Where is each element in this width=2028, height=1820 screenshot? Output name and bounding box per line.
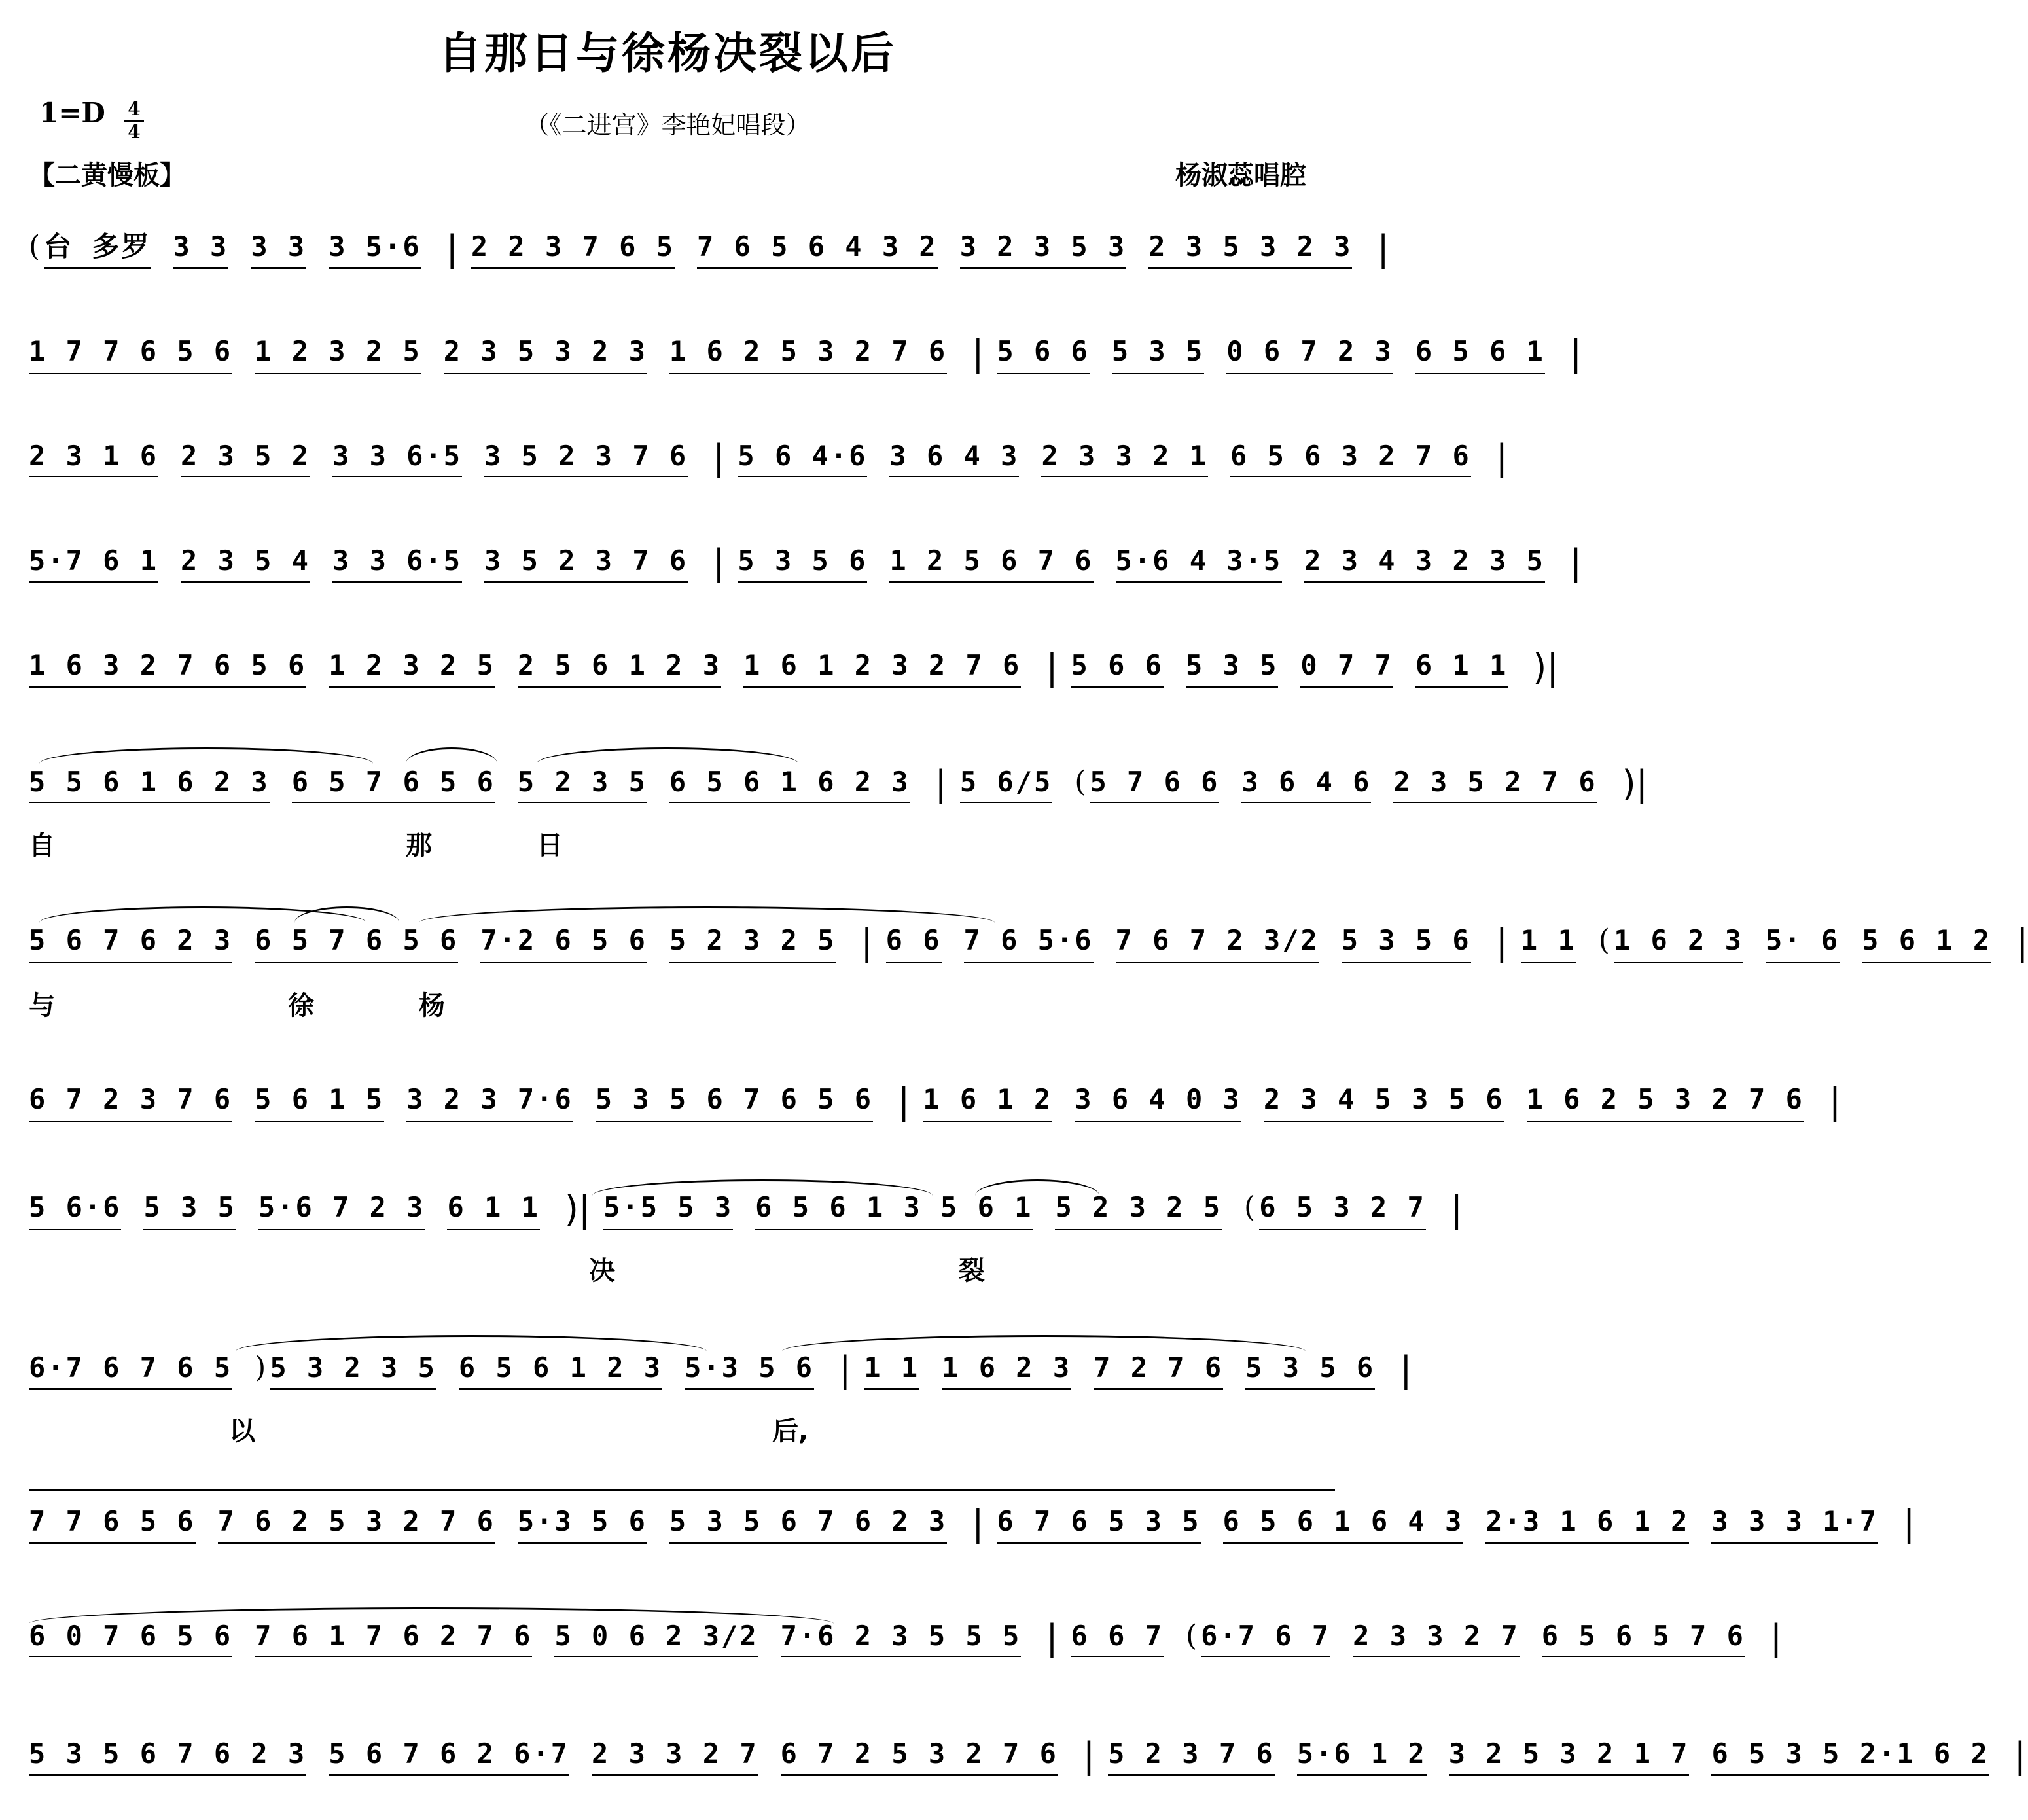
barline: | [2016, 921, 2028, 963]
barline: | [713, 437, 725, 478]
note-group: 1 6 2 3 [1614, 924, 1743, 963]
note-group: 3 2 3 7·6 [406, 1083, 573, 1122]
note-group: 3 6 4 0 3 [1075, 1083, 1241, 1122]
note-group: 1 1 [1521, 924, 1576, 963]
note-group: 2 3 4 3 2 3 5 [1304, 544, 1545, 583]
note-group: 2 3 3 2 7 [1353, 1620, 1520, 1658]
barline: | [972, 332, 984, 374]
note-group: 5·6 1 2 [1297, 1738, 1427, 1776]
note-group: 6 7 6 5 3 5 [997, 1505, 1200, 1544]
tempo-marking: 【二黄慢板】 [29, 160, 186, 190]
barline: )| [1533, 647, 1559, 688]
note-group: 5 3 5 6 [738, 544, 867, 583]
note-group: 1 6 2 3 [942, 1351, 1071, 1390]
subtitle: （《二进宫》李艳妃唱段） [524, 111, 811, 139]
note-group: 6 6 [886, 924, 942, 963]
note-group: 3 3 [173, 230, 228, 269]
barline: | [1377, 228, 1389, 269]
note-group: 7 6 5·6 [964, 924, 1094, 963]
lyric-character: 以 [229, 1416, 255, 1446]
note-group: 2 3 5 3 2 3 [1148, 230, 1352, 269]
note-group: 2 5 6 1 2 3 [518, 649, 721, 688]
note-group: 7·2 6 5 6 [480, 924, 647, 963]
note-group: 5·6 7 2 3 [258, 1191, 425, 1230]
note-group: 5 3 5 6 7 6 2 3 [669, 1505, 947, 1544]
notation-line [29, 228, 1389, 274]
note-group: 3 3 [251, 230, 306, 269]
notation-line [29, 1735, 2026, 1781]
slur-arc [294, 906, 399, 923]
note-group: 7·6 2 3 5 5 5 [781, 1620, 1022, 1658]
notation-line [29, 542, 1582, 588]
note-group: 1 2 5 6 7 6 [889, 544, 1093, 583]
notation-row [29, 437, 1508, 486]
note-group: 2 2 3 7 6 5 [471, 230, 675, 269]
note-group: 3 5 2 3 7 6 [484, 544, 688, 583]
note-group: 3 6 4 6 [1241, 766, 1371, 804]
notation-line [29, 1080, 1841, 1126]
note-group: 6 1 1 [1415, 649, 1508, 688]
notation-row [29, 1617, 1783, 1666]
barline: | [1770, 1617, 1783, 1658]
notation-row [29, 763, 1648, 812]
note-group: 5 3 5 [1186, 649, 1278, 688]
notation-row [29, 332, 1582, 381]
note-group: 1 2 3 2 5 [329, 649, 495, 688]
note-group: 7 7 6 5 6 [29, 1505, 196, 1544]
note-group: 1 6 1 2 3 2 7 6 [743, 649, 1021, 688]
note-group: 6 5 6 1 6 4 3 [1223, 1505, 1464, 1544]
note-group: 7 6 2 5 3 2 7 6 [218, 1505, 495, 1544]
note-group: 5 6 1 5 [255, 1083, 384, 1122]
barline: | [1495, 921, 1508, 963]
notation-row [29, 1188, 1463, 1237]
barline: )| [1622, 763, 1648, 804]
barline: | [1046, 647, 1058, 688]
note-group: 2 3 5 4 [181, 544, 310, 583]
parenthesis: ( [29, 230, 41, 263]
note-group: 5 2 3 5 [518, 766, 647, 804]
note-group: 6 1 1 [447, 1191, 539, 1230]
barline: | [446, 228, 458, 269]
lyric-character: 徐 [288, 991, 314, 1021]
page-divider-line [29, 1489, 1335, 1491]
note-group: 1 1 [864, 1351, 919, 1390]
notation-line [29, 763, 1648, 809]
note-group: 6·7 6 7 6 5 [29, 1351, 232, 1390]
note-group: 1 7 7 6 5 6 [29, 335, 232, 374]
note-group: 2 3 5 2 [181, 440, 310, 478]
note-group: 5·6 4 3·5 [1116, 544, 1283, 583]
note-group: 5·3 5 6 [518, 1505, 647, 1544]
note-group: 2·3 1 6 1 2 [1485, 1505, 1689, 1544]
notation-line [29, 332, 1582, 378]
notation-row [29, 647, 1559, 695]
note-group: 7 6 5 6 4 3 2 [697, 230, 938, 269]
barline: | [839, 1349, 851, 1390]
note-group: 6 5 7 6 5 6 [292, 766, 495, 804]
parenthesis: ( [1075, 765, 1086, 798]
note-group: 6 5 6 1 3 5 6 1 [755, 1191, 1033, 1230]
slur-arc [975, 1179, 1099, 1196]
note-group: 6 0 7 6 5 6 [29, 1620, 232, 1658]
lyric-character: 后, [772, 1416, 809, 1446]
note-group: 6 5 6 1 2 3 [459, 1351, 662, 1390]
note-group: 5 2 3 2 5 [669, 924, 836, 963]
slur-arc [39, 747, 373, 764]
notation-row [29, 1080, 1841, 1129]
lyric-character: 杨 [419, 991, 445, 1021]
note-group: 5 5 6 1 6 2 3 [29, 766, 270, 804]
key-signature: 1=D [39, 97, 105, 129]
notation-row [29, 228, 1389, 276]
note-group: 5 6/5 [960, 766, 1052, 804]
note-group: 5·3 5 6 [685, 1351, 814, 1390]
note-group: 7 6 7 2 3/2 [1116, 924, 1319, 963]
barline: | [898, 1080, 910, 1122]
note-group: 5 6 7 6 2 6·7 [329, 1738, 569, 1776]
note-group: 3 2 5 3 2 1 7 [1449, 1738, 1690, 1776]
notation-row [29, 1503, 1915, 1551]
barline: | [1400, 1349, 1412, 1390]
notation-line [29, 1349, 1412, 1395]
note-group: 5 2 3 2 5 [1055, 1191, 1222, 1230]
barline: )| [564, 1188, 591, 1230]
note-group: 1 6 3 2 7 6 5 6 [29, 649, 306, 688]
note-group: 5 6 4·6 [738, 440, 867, 478]
lyric-character: 那 [406, 830, 432, 861]
note-group: 1 2 3 2 5 [255, 335, 421, 374]
note-group: 5 3 5 [1112, 335, 1204, 374]
lyric-character: 日 [537, 830, 563, 861]
notation-line [29, 437, 1508, 483]
note-group: 7 6 1 7 6 2 7 6 [255, 1620, 532, 1658]
note-group: 5 6 7 6 2 3 [29, 924, 232, 963]
note-group: 5·7 6 1 [29, 544, 158, 583]
song-title: 自那日与徐杨决裂以后 [438, 27, 897, 79]
notation-line [29, 1617, 1783, 1663]
note-group: 6 5 6 5 7 6 [1542, 1620, 1745, 1658]
note-group: 2 3 3 2 1 [1041, 440, 1208, 478]
note-group: 2 3 5 3 2 3 [444, 335, 647, 374]
notation-row [29, 1349, 1412, 1397]
note-group: 3 5 2 3 7 6 [484, 440, 688, 478]
barline: | [1450, 1188, 1463, 1230]
note-group: 5 6 1 2 [1862, 924, 1991, 963]
barline: | [1828, 1080, 1841, 1122]
slur-arc [592, 1179, 933, 1196]
parenthesis: ( [1598, 923, 1610, 957]
barline: | [1495, 437, 1508, 478]
note-group: 台 多罗 [44, 230, 151, 269]
note-group: 6 5 6 1 6 2 3 [669, 766, 910, 804]
note-group: 5 3 5 6 [1342, 924, 1471, 963]
note-group: 5 3 5 6 7 6 2 3 [29, 1738, 306, 1776]
meter-top: 4 [128, 98, 141, 120]
barline: | [1569, 542, 1582, 583]
note-group: 5 6 6 [1071, 649, 1164, 688]
note-group: 5 7 6 6 [1090, 766, 1219, 804]
note-group: 5 2 3 7 6 [1108, 1738, 1275, 1776]
notation-row [29, 542, 1582, 590]
note-group: 2 3 1 6 [29, 440, 158, 478]
barline: | [1046, 1617, 1058, 1658]
notation-line [29, 647, 1559, 692]
note-group: 5 3 5 6 7 6 5 6 [596, 1083, 873, 1122]
meter-bottom: 4 [128, 121, 141, 143]
lyric-character: 自 [29, 830, 55, 861]
note-group: 6 7 2 5 3 2 7 6 [781, 1738, 1058, 1776]
barline: | [1082, 1735, 1095, 1776]
barline: | [861, 921, 873, 963]
lyric-character: 裂 [959, 1256, 985, 1286]
note-group: 5·5 5 3 [603, 1191, 733, 1230]
barline: | [2014, 1735, 2026, 1776]
notation-line [29, 1503, 1915, 1548]
notation-row [29, 921, 2028, 970]
slur-arc [419, 906, 995, 923]
note-group: 1 6 2 5 3 2 7 6 [1527, 1083, 1804, 1122]
note-group: 6 5 6 1 [1415, 335, 1545, 374]
barline: | [1903, 1503, 1915, 1544]
note-group: 2 3 5 2 7 6 [1393, 766, 1597, 804]
notation-line [29, 1188, 1463, 1234]
note-group: 3 5·6 [329, 230, 421, 269]
parenthesis: ) [255, 1351, 266, 1384]
slur-arc [236, 1335, 707, 1351]
lyric-character: 与 [29, 991, 55, 1021]
barline: | [934, 763, 947, 804]
parenthesis: ( [1244, 1190, 1256, 1224]
note-group: 5 3 5 [143, 1191, 236, 1230]
note-group: 7 2 7 6 [1094, 1351, 1223, 1390]
note-group: 3 6 4 3 [889, 440, 1019, 478]
note-group: 5· 6 [1766, 924, 1840, 963]
note-group: 6 7 2 3 7 6 [29, 1083, 232, 1122]
note-group: 6·7 6 7 [1201, 1620, 1330, 1658]
note-group: 5 6·6 [29, 1191, 121, 1230]
parenthesis: ( [1185, 1619, 1198, 1652]
note-group: 5 0 6 2 3/2 [554, 1620, 758, 1658]
notation-line [29, 921, 2028, 967]
note-group: 5 6 6 [997, 335, 1089, 374]
note-group: 6 5 3 5 2·1 6 2 [1711, 1738, 1989, 1776]
barline: | [972, 1503, 984, 1544]
note-group: 3 3 3 1·7 [1711, 1505, 1878, 1544]
note-group: 3 3 6·5 [332, 440, 462, 478]
note-group: 5 3 5 6 [1245, 1351, 1375, 1390]
note-group: 1 6 1 2 [923, 1083, 1052, 1122]
lyric-character: 决 [589, 1256, 615, 1286]
note-group: 2 3 3 2 7 [592, 1738, 758, 1776]
slur-arc [29, 1607, 834, 1624]
note-group: 2 3 4 5 3 5 6 [1264, 1083, 1504, 1122]
note-group: 6 5 7 6 5 6 [255, 924, 458, 963]
notation-row [29, 1735, 2026, 1783]
note-group: 1 6 2 5 3 2 7 6 [669, 335, 947, 374]
note-group: 0 6 7 2 3 [1226, 335, 1393, 374]
slur-arc [537, 747, 798, 764]
slur-arc [782, 1335, 1306, 1351]
note-group: 0 7 7 [1300, 649, 1393, 688]
slur-arc [406, 747, 497, 764]
note-group: 6 6 7 [1071, 1620, 1164, 1658]
singer-credit: 杨淑蕊唱腔 [1175, 160, 1306, 190]
note-group: 6 5 6 3 2 7 6 [1230, 440, 1471, 478]
note-group: 6 5 3 2 7 [1259, 1191, 1426, 1230]
note-group: 3 3 6·5 [332, 544, 462, 583]
barline: | [1569, 332, 1582, 374]
note-group: 5 3 2 3 5 [270, 1351, 436, 1390]
note-group: 3 2 3 5 3 [960, 230, 1127, 269]
barline: | [713, 542, 725, 583]
